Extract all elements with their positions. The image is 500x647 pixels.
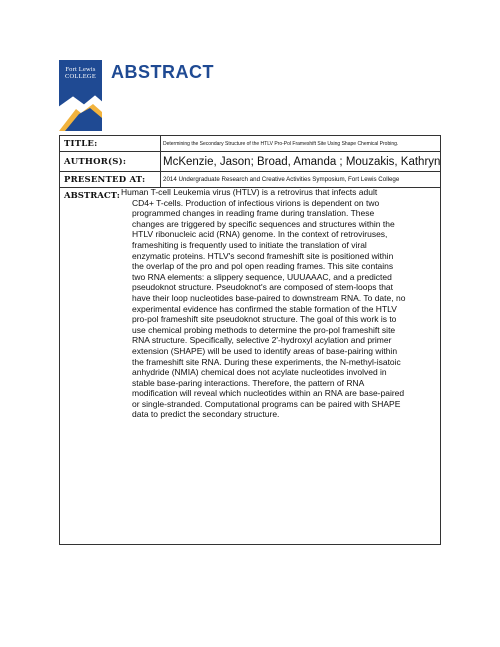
logo-text-line2: COLLEGE: [64, 73, 96, 80]
abstract-line: enzymatic proteins. HTLV's second frameshift site is positioned within: [132, 250, 394, 261]
abstract-line: extension (SHAPE) will be used to identify areas of base-pairing within: [132, 345, 398, 356]
presented-label: PRESENTED AT:: [64, 174, 146, 185]
page-heading: ABSTRACT: [111, 62, 214, 82]
logo-text: [59, 66, 102, 80]
abstract-line: anhydride (NMIA) chemical does not acylate nucleotides involved in: [132, 367, 387, 378]
title-label: TITLE:: [64, 138, 98, 149]
abstract-line: modification will reveal which nucleotides within an RNA are base-paired: [132, 388, 405, 399]
abstract-line: Human T-cell Leukemia virus (HTLV) is a retrovirus that infects adult: [121, 187, 378, 197]
abstract-line: experimental evidence has confirmed the stable formation of the HTLV: [132, 303, 397, 314]
abstract-label: ABSTRACT:: [64, 191, 120, 201]
abstract-line: pseudoknot structure. Pseudoknot's are composed of stem-loops that: [132, 282, 394, 293]
fort-lewis-college-logo: [59, 60, 102, 131]
presented-value: 2014 Undergraduate Research and Creative Activities Symposium, Fort Lewis College: [160, 172, 440, 187]
authors-value: McKenzie, Jason; Broad, Amanda ; Mouzakis, Kathryn: [160, 152, 440, 171]
abstract-line: or single-stranded. Computational programs can be paired with SHAPE: [132, 398, 401, 409]
authors-row: [60, 152, 440, 172]
abstract-line: HTLV ribonucleic acid (RNA) genome. In the context of retroviruses,: [132, 229, 388, 240]
authors-label: AUTHOR(S):: [64, 156, 127, 167]
abstract-line: data to predict the secondary structure.: [132, 409, 280, 420]
title-row: [60, 136, 440, 152]
abstract-line: use chemical probing methods to determine the pro-pol frameshift site: [132, 324, 396, 335]
abstract-line: two RNA elements: a slippery sequence, UUUAAAC, and a predicted: [132, 271, 392, 282]
abstract-line: CD4+ T-cells. Production of infectious virions is dependent on two: [132, 197, 380, 208]
abstract-line: programmed changes in reading frame during translation. These: [132, 208, 375, 219]
abstract-line: pro-pol frameshift site pseudoknot structure. The goal of this work is to: [132, 314, 397, 325]
abstract-line: stable base-paring interactions. Therefore, the pattern of RNA: [132, 377, 365, 388]
abstract-line: changes are triggered by specific sequences and structures within the: [132, 218, 395, 229]
abstract-line: have their loop nucleotides base-paired to downstream RNA. To date, no: [132, 292, 406, 303]
presented-row: [60, 172, 440, 188]
abstract-line: RNA structure. Specifically, selective 2'-hydroxyl acylation and primer: [132, 335, 392, 346]
abstract-line: the overlap of the pro and pol open reading frames. This site contains: [132, 261, 394, 272]
abstract-line: frameshiting is frequently used to initiate the translation of viral: [132, 239, 367, 250]
abstract-line: the frameshift site RNA. During these experiments, the N-methyl-isatoic: [132, 356, 401, 367]
abstract-form: [59, 135, 441, 545]
abstract-body: [121, 187, 435, 420]
logo-text-line1: Fort Lewis: [65, 66, 96, 73]
title-value: Determining the Secondary Structure of the HTLV Pro-Pol Frameshift Site Using Shape Chemical Probing.: [160, 136, 440, 151]
